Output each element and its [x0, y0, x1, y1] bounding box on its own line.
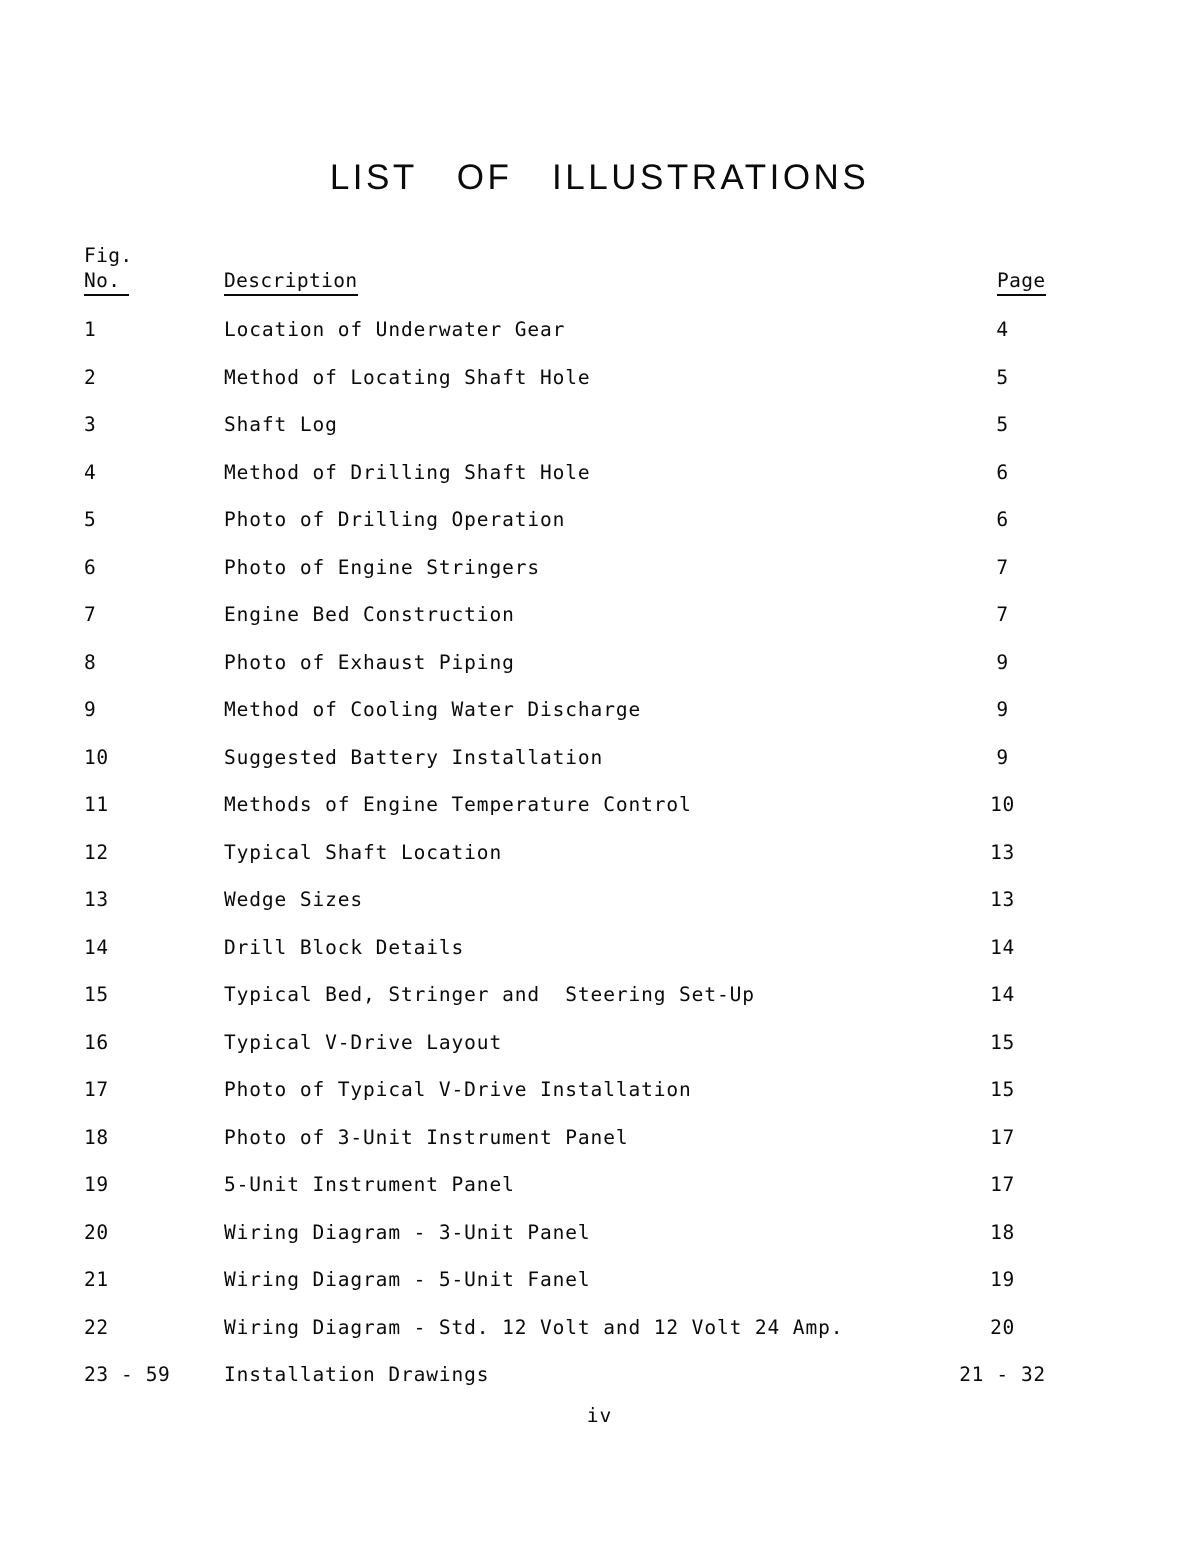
list-item — [0, 366, 1199, 414]
figure-number: 22 — [84, 1315, 109, 1339]
list-item — [0, 1173, 1199, 1221]
figure-description: Shaft Log — [224, 413, 338, 436]
list-item — [0, 793, 1199, 841]
figure-number: 20 — [84, 1220, 109, 1244]
figure-description: Photo of Engine Stringers — [224, 555, 540, 579]
list-item — [0, 318, 1199, 366]
figure-number: 21 — [84, 1268, 109, 1291]
list-item — [0, 936, 1199, 984]
list-item — [0, 461, 1199, 509]
figure-page-number: 18 — [990, 1220, 1015, 1244]
figure-page-number: 6 — [996, 508, 1009, 531]
figure-page-number: 21 - 32 — [959, 1363, 1046, 1386]
figure-number: 23 - 59 — [84, 1363, 171, 1386]
figure-page-number: 9 — [996, 745, 1009, 769]
list-item — [0, 1078, 1199, 1126]
list-item — [0, 1268, 1199, 1316]
figure-page-number: 7 — [996, 603, 1009, 626]
figure-page-number: 20 — [990, 1315, 1015, 1339]
figure-number: 11 — [84, 793, 109, 816]
page-title: LIST OF ILLUSTRATIONS — [329, 158, 870, 197]
figure-description: Photo of 3-Unit Instrument Panel — [224, 1125, 629, 1149]
figure-number: 19 — [84, 1173, 109, 1196]
figure-number: 16 — [84, 1030, 109, 1054]
figure-description: Wiring Diagram - 5-Unit Fanel — [224, 1268, 591, 1291]
figure-page-number: 7 — [996, 555, 1009, 579]
list-item — [0, 983, 1199, 1031]
figure-number: 15 — [84, 983, 109, 1006]
figure-number: 14 — [84, 935, 109, 959]
figure-page-number: 17 — [990, 1173, 1015, 1196]
column-header-figure-no — [84, 243, 133, 296]
figure-page-number: 4 — [996, 318, 1009, 341]
figure-number: 9 — [84, 698, 97, 721]
figure-description: Drill Block Details — [224, 935, 465, 959]
figure-page-number: 13 — [990, 888, 1015, 911]
list-item — [0, 1031, 1199, 1079]
figure-description: Photo of Exhaust Piping — [224, 650, 515, 674]
figure-description: Wiring Diagram - Std. 12 Volt and 12 Volt 24 Amp. — [224, 1315, 844, 1339]
figure-description: Installation Drawings — [224, 1363, 490, 1386]
figure-description: Methods of Engine Temperature Control — [224, 793, 692, 816]
figure-description: 5-Unit Instrument Panel — [224, 1173, 515, 1196]
figure-number: 6 — [84, 555, 97, 579]
figure-number: 7 — [84, 603, 97, 626]
figure-number: 12 — [84, 840, 109, 864]
figure-page-number: 17 — [990, 1125, 1015, 1149]
figure-description: Method of Drilling Shaft Hole — [224, 460, 591, 484]
figure-number: 17 — [84, 1078, 109, 1101]
illustration-list — [0, 318, 1199, 1411]
table-header — [0, 243, 1199, 299]
figure-number: 2 — [84, 365, 97, 389]
list-item — [0, 413, 1199, 461]
figure-description: Wedge Sizes — [224, 888, 364, 911]
figure-description: Location of Underwater Gear — [224, 318, 566, 341]
figure-number: 5 — [84, 508, 97, 531]
figure-description: Typical Bed, Stringer and Steering Set-Up — [224, 983, 755, 1006]
list-item — [0, 508, 1199, 556]
figure-page-number: 10 — [990, 793, 1015, 816]
figure-page-number: 6 — [996, 460, 1009, 484]
figure-description: Typical Shaft Location — [224, 840, 503, 864]
figure-page-number: 15 — [990, 1030, 1015, 1054]
column-header-figure-no-line2: No. — [84, 268, 129, 296]
figure-page-number: 5 — [996, 413, 1009, 436]
figure-description: Method of Cooling Water Discharge — [224, 698, 642, 721]
figure-number: 1 — [84, 318, 97, 341]
figure-description: Photo of Drilling Operation — [224, 508, 566, 531]
list-item — [0, 746, 1199, 794]
figure-page-number: 9 — [996, 650, 1009, 674]
figure-number: 10 — [84, 745, 109, 769]
figure-description: Typical V-Drive Layout — [224, 1030, 503, 1054]
figure-description: Wiring Diagram - 3-Unit Panel — [224, 1220, 591, 1244]
list-item — [0, 603, 1199, 651]
figure-description: Engine Bed Construction — [224, 603, 515, 626]
list-item — [0, 1126, 1199, 1174]
column-header-page: Page — [997, 268, 1046, 296]
figure-description: Method of Locating Shaft Hole — [224, 365, 591, 389]
page-folio: iv — [586, 1404, 613, 1427]
figure-number: 4 — [84, 460, 97, 484]
figure-number: 13 — [84, 888, 109, 911]
figure-page-number: 13 — [990, 840, 1015, 864]
list-item — [0, 888, 1199, 936]
list-item — [0, 1316, 1199, 1364]
column-header-figure-no-line1: Fig. — [84, 244, 133, 267]
figure-number: 8 — [84, 650, 97, 674]
figure-number: 18 — [84, 1125, 109, 1149]
figure-page-number: 19 — [990, 1268, 1015, 1291]
figure-page-number: 5 — [996, 365, 1009, 389]
list-item — [0, 556, 1199, 604]
list-item — [0, 841, 1199, 889]
list-item — [0, 698, 1199, 746]
figure-number: 3 — [84, 413, 97, 436]
figure-description: Suggested Battery Installation — [224, 745, 604, 769]
figure-description: Photo of Typical V-Drive Installation — [224, 1078, 692, 1101]
figure-page-number: 9 — [996, 698, 1009, 721]
figure-page-number: 14 — [990, 983, 1015, 1006]
figure-page-number: 15 — [990, 1078, 1015, 1101]
figure-page-number: 14 — [990, 935, 1015, 959]
column-header-description: Description — [224, 268, 358, 296]
list-item — [0, 1221, 1199, 1269]
list-item — [0, 651, 1199, 699]
